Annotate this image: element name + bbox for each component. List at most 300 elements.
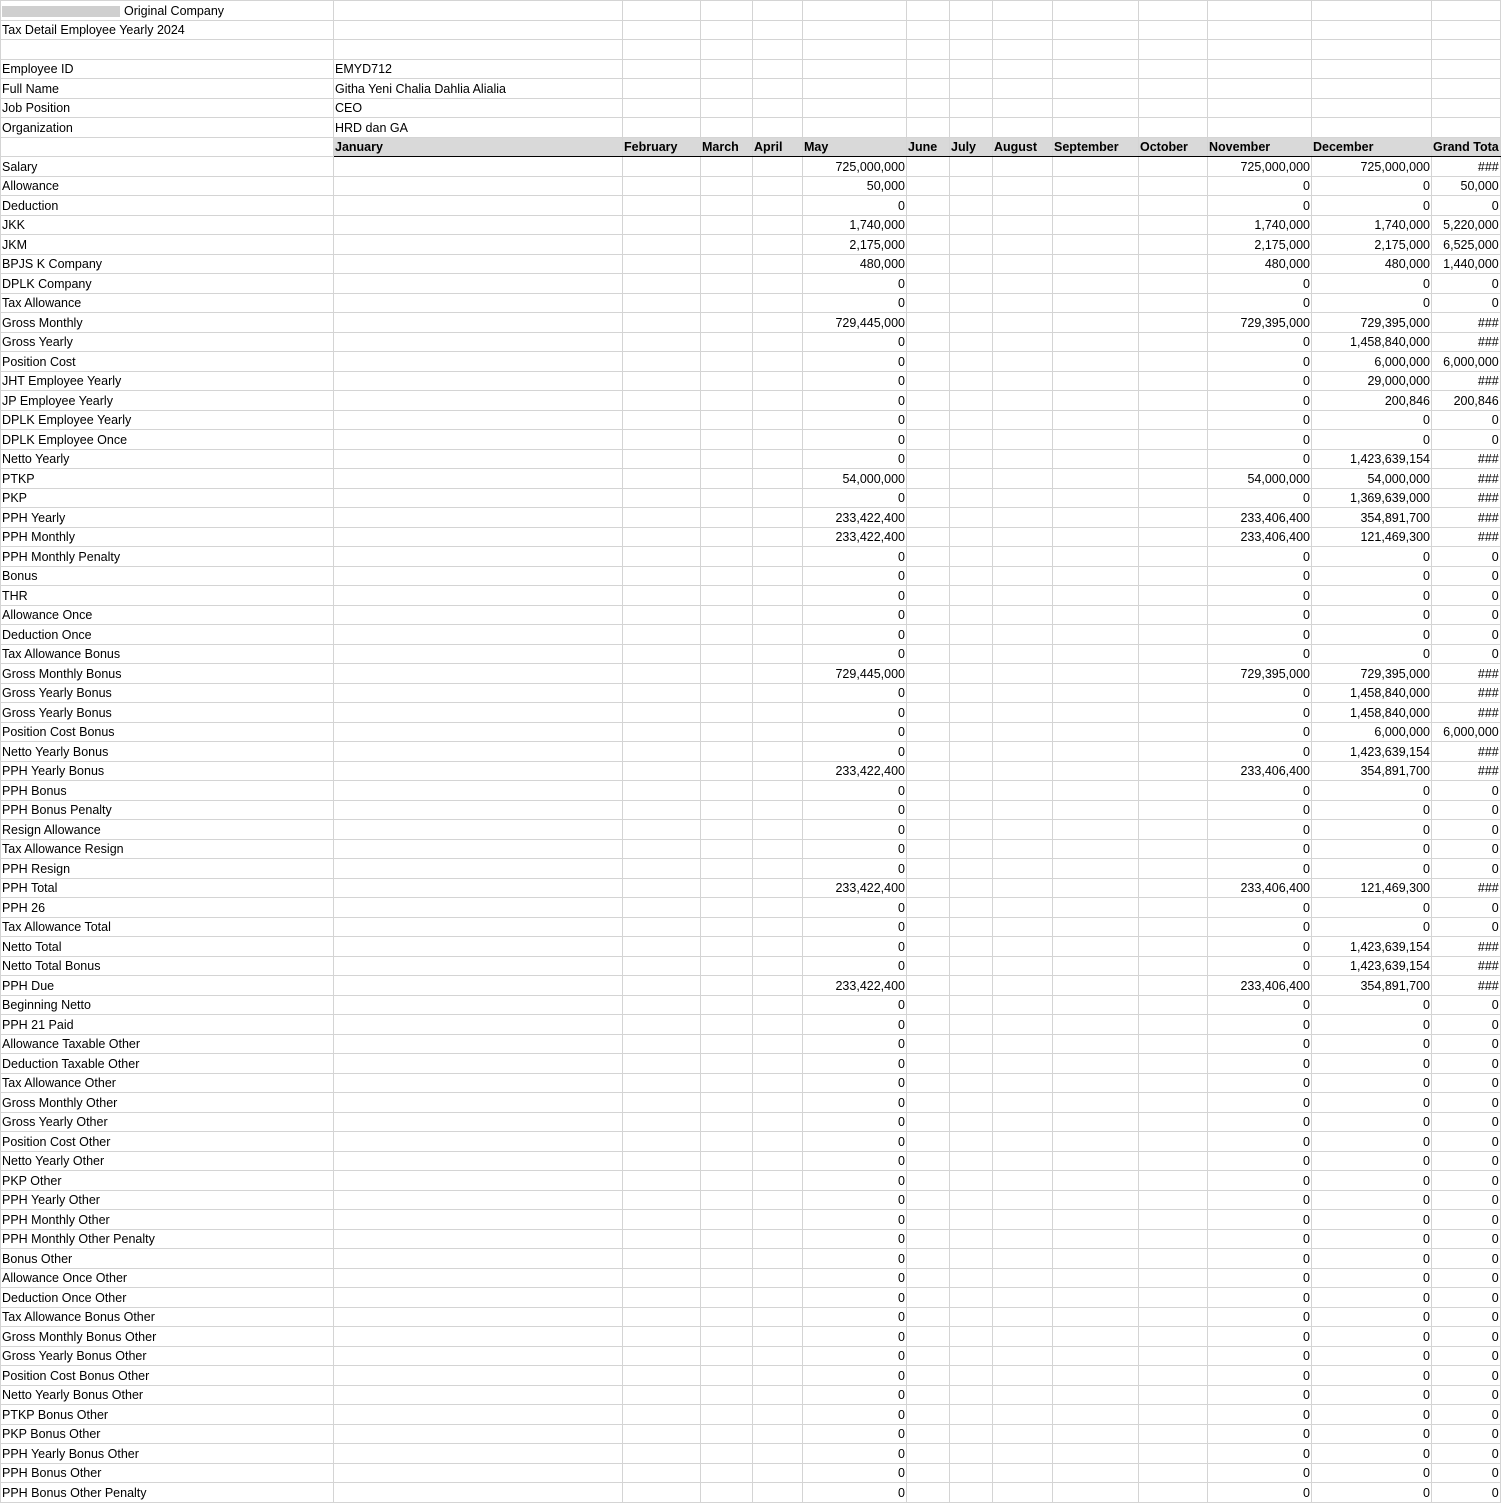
empty-cell[interactable]: [753, 1424, 803, 1444]
empty-cell[interactable]: [950, 1483, 993, 1503]
empty-cell[interactable]: [1208, 1, 1312, 21]
row-label[interactable]: Gross Yearly Bonus: [1, 683, 334, 703]
empty-cell[interactable]: [907, 332, 950, 352]
december-value[interactable]: 0: [1312, 1385, 1432, 1405]
empty-cell[interactable]: [1053, 1073, 1139, 1093]
november-value[interactable]: 0: [1208, 1366, 1312, 1386]
row-label[interactable]: Gross Yearly Other: [1, 1112, 334, 1132]
empty-cell[interactable]: [1139, 98, 1208, 118]
empty-cell[interactable]: [1053, 703, 1139, 723]
empty-cell[interactable]: [907, 1190, 950, 1210]
empty-cell[interactable]: [950, 98, 993, 118]
empty-cell[interactable]: [993, 1268, 1053, 1288]
empty-cell[interactable]: [907, 683, 950, 703]
empty-cell[interactable]: [701, 742, 753, 762]
empty-cell[interactable]: [993, 995, 1053, 1015]
month-header-december[interactable]: December: [1312, 137, 1432, 157]
empty-cell[interactable]: [753, 859, 803, 879]
empty-cell[interactable]: [950, 1346, 993, 1366]
may-value[interactable]: 233,422,400: [803, 508, 907, 528]
november-value[interactable]: 0: [1208, 352, 1312, 372]
empty-cell[interactable]: [1139, 40, 1208, 60]
empty-cell[interactable]: [623, 118, 701, 138]
december-value[interactable]: 0: [1312, 1483, 1432, 1503]
empty-cell[interactable]: [907, 917, 950, 937]
empty-cell[interactable]: [907, 1132, 950, 1152]
empty-cell[interactable]: [1053, 898, 1139, 918]
empty-cell[interactable]: [701, 508, 753, 528]
empty-cell[interactable]: [1053, 1132, 1139, 1152]
empty-cell[interactable]: [1139, 410, 1208, 430]
row-label[interactable]: Netto Yearly Bonus Other: [1, 1385, 334, 1405]
empty-cell[interactable]: [907, 644, 950, 664]
empty-cell[interactable]: [907, 157, 950, 177]
empty-cell[interactable]: [623, 79, 701, 99]
empty-cell[interactable]: [334, 274, 623, 294]
empty-cell[interactable]: [1139, 1171, 1208, 1191]
empty-cell[interactable]: [950, 664, 993, 684]
grand-total-value[interactable]: ###: [1432, 527, 1501, 547]
may-value[interactable]: 0: [803, 371, 907, 391]
november-value[interactable]: 0: [1208, 625, 1312, 645]
empty-cell[interactable]: [993, 1171, 1053, 1191]
empty-cell[interactable]: [623, 1034, 701, 1054]
empty-cell[interactable]: [623, 1327, 701, 1347]
empty-cell[interactable]: [1053, 683, 1139, 703]
empty-cell[interactable]: [623, 59, 701, 79]
empty-cell[interactable]: [623, 605, 701, 625]
november-value[interactable]: 0: [1208, 1093, 1312, 1113]
empty-cell[interactable]: [701, 235, 753, 255]
empty-cell[interactable]: [993, 1210, 1053, 1230]
empty-cell[interactable]: [623, 1093, 701, 1113]
empty-cell[interactable]: [1139, 527, 1208, 547]
empty-cell[interactable]: [950, 215, 993, 235]
november-value[interactable]: 0: [1208, 1210, 1312, 1230]
empty-cell[interactable]: [753, 1054, 803, 1074]
empty-cell[interactable]: [701, 1268, 753, 1288]
empty-cell[interactable]: [1139, 586, 1208, 606]
empty-cell[interactable]: [753, 644, 803, 664]
empty-cell[interactable]: [907, 976, 950, 996]
empty-cell[interactable]: [1139, 742, 1208, 762]
empty-cell[interactable]: [753, 937, 803, 957]
may-value[interactable]: 0: [803, 274, 907, 294]
empty-cell[interactable]: [334, 313, 623, 333]
empty-cell[interactable]: [950, 527, 993, 547]
november-value[interactable]: 0: [1208, 683, 1312, 703]
december-value[interactable]: 121,469,300: [1312, 878, 1432, 898]
empty-cell[interactable]: [701, 1171, 753, 1191]
row-label[interactable]: THR: [1, 586, 334, 606]
empty-cell[interactable]: [334, 430, 623, 450]
november-value[interactable]: 0: [1208, 800, 1312, 820]
empty-cell[interactable]: [1139, 235, 1208, 255]
empty-cell[interactable]: [753, 488, 803, 508]
may-value[interactable]: 0: [803, 352, 907, 372]
empty-cell[interactable]: [950, 800, 993, 820]
grand-total-value[interactable]: 0: [1432, 839, 1501, 859]
november-value[interactable]: 0: [1208, 1171, 1312, 1191]
may-value[interactable]: 0: [803, 605, 907, 625]
empty-cell[interactable]: [334, 1073, 623, 1093]
empty-cell[interactable]: [907, 898, 950, 918]
empty-cell[interactable]: [701, 1054, 753, 1074]
empty-cell[interactable]: [950, 1, 993, 21]
empty-cell[interactable]: [993, 410, 1053, 430]
empty-cell[interactable]: [623, 215, 701, 235]
empty-cell[interactable]: [334, 976, 623, 996]
november-value[interactable]: 0: [1208, 274, 1312, 294]
grand-total-value[interactable]: 0: [1432, 547, 1501, 567]
empty-cell[interactable]: [753, 1327, 803, 1347]
empty-cell[interactable]: [1312, 40, 1432, 60]
empty-cell[interactable]: [1139, 157, 1208, 177]
empty-cell[interactable]: [334, 820, 623, 840]
empty-cell[interactable]: [1139, 1307, 1208, 1327]
empty-cell[interactable]: [623, 1054, 701, 1074]
empty-cell[interactable]: [950, 742, 993, 762]
info-value[interactable]: Githa Yeni Chalia Dahlia Alialia: [334, 79, 623, 99]
info-label[interactable]: Organization: [1, 118, 334, 138]
grand-total-value[interactable]: 6,525,000: [1432, 235, 1501, 255]
may-value[interactable]: 0: [803, 1327, 907, 1347]
november-value[interactable]: 0: [1208, 1307, 1312, 1327]
empty-cell[interactable]: [334, 1132, 623, 1152]
empty-cell[interactable]: [1139, 196, 1208, 216]
grand-total-value[interactable]: 0: [1432, 1385, 1501, 1405]
december-value[interactable]: 354,891,700: [1312, 508, 1432, 528]
empty-cell[interactable]: [1432, 98, 1501, 118]
row-label[interactable]: Gross Monthly: [1, 313, 334, 333]
row-label[interactable]: Salary: [1, 157, 334, 177]
empty-cell[interactable]: [993, 79, 1053, 99]
empty-cell[interactable]: [907, 1463, 950, 1483]
november-value[interactable]: 0: [1208, 1073, 1312, 1093]
december-value[interactable]: 0: [1312, 625, 1432, 645]
empty-cell[interactable]: [753, 40, 803, 60]
empty-cell[interactable]: [803, 59, 907, 79]
november-value[interactable]: 0: [1208, 1112, 1312, 1132]
december-value[interactable]: 0: [1312, 196, 1432, 216]
december-value[interactable]: 0: [1312, 1034, 1432, 1054]
row-label[interactable]: Netto Yearly Other: [1, 1151, 334, 1171]
row-label[interactable]: Gross Monthly Bonus: [1, 664, 334, 684]
empty-cell[interactable]: [1139, 1054, 1208, 1074]
empty-cell[interactable]: [950, 20, 993, 40]
december-value[interactable]: 1,458,840,000: [1312, 683, 1432, 703]
empty-cell[interactable]: [623, 1307, 701, 1327]
empty-cell[interactable]: [334, 1171, 623, 1191]
empty-cell[interactable]: [701, 1424, 753, 1444]
november-value[interactable]: 0: [1208, 449, 1312, 469]
empty-cell[interactable]: [993, 1034, 1053, 1054]
empty-cell[interactable]: [1139, 391, 1208, 411]
empty-cell[interactable]: [1053, 781, 1139, 801]
empty-cell[interactable]: [1139, 1327, 1208, 1347]
empty-cell[interactable]: [701, 1327, 753, 1347]
november-value[interactable]: 0: [1208, 1132, 1312, 1152]
empty-cell[interactable]: [753, 1190, 803, 1210]
empty-cell[interactable]: [993, 547, 1053, 567]
november-value[interactable]: 0: [1208, 430, 1312, 450]
empty-cell[interactable]: [701, 1034, 753, 1054]
empty-cell[interactable]: [623, 1229, 701, 1249]
empty-cell[interactable]: [753, 1385, 803, 1405]
empty-cell[interactable]: [701, 1346, 753, 1366]
empty-cell[interactable]: [701, 956, 753, 976]
empty-cell[interactable]: [950, 1190, 993, 1210]
row-label[interactable]: Resign Allowance: [1, 820, 334, 840]
grand-total-value[interactable]: 0: [1432, 410, 1501, 430]
empty-cell[interactable]: [701, 1229, 753, 1249]
empty-cell[interactable]: [753, 917, 803, 937]
row-label[interactable]: Position Cost Bonus: [1, 722, 334, 742]
december-value[interactable]: 121,469,300: [1312, 527, 1432, 547]
empty-cell[interactable]: [701, 625, 753, 645]
empty-cell[interactable]: [1208, 79, 1312, 99]
empty-cell[interactable]: [907, 274, 950, 294]
empty-cell[interactable]: [907, 1093, 950, 1113]
may-value[interactable]: 0: [803, 547, 907, 567]
empty-cell[interactable]: [950, 1249, 993, 1269]
empty-cell[interactable]: [993, 1073, 1053, 1093]
empty-cell[interactable]: [753, 1249, 803, 1269]
empty-cell[interactable]: [1139, 254, 1208, 274]
empty-cell[interactable]: [334, 527, 623, 547]
empty-cell[interactable]: [753, 898, 803, 918]
december-value[interactable]: 1,423,639,154: [1312, 742, 1432, 762]
december-value[interactable]: 0: [1312, 1424, 1432, 1444]
empty-cell[interactable]: [950, 1268, 993, 1288]
empty-cell[interactable]: [907, 508, 950, 528]
may-value[interactable]: 0: [803, 839, 907, 859]
empty-cell[interactable]: [1139, 547, 1208, 567]
november-value[interactable]: 233,406,400: [1208, 976, 1312, 996]
empty-cell[interactable]: [950, 79, 993, 99]
empty-cell[interactable]: [701, 566, 753, 586]
empty-cell[interactable]: [701, 722, 753, 742]
empty-cell[interactable]: [623, 1210, 701, 1230]
december-value[interactable]: 729,395,000: [1312, 664, 1432, 684]
empty-cell[interactable]: [623, 508, 701, 528]
empty-cell[interactable]: [623, 839, 701, 859]
empty-cell[interactable]: [907, 742, 950, 762]
empty-cell[interactable]: [1139, 1268, 1208, 1288]
may-value[interactable]: 0: [803, 956, 907, 976]
december-value[interactable]: 0: [1312, 1463, 1432, 1483]
empty-cell[interactable]: [701, 664, 753, 684]
empty-cell[interactable]: [623, 1463, 701, 1483]
empty-cell[interactable]: [334, 1327, 623, 1347]
empty-cell[interactable]: [950, 1288, 993, 1308]
empty-cell[interactable]: [993, 1366, 1053, 1386]
empty-cell[interactable]: [1053, 1307, 1139, 1327]
empty-cell[interactable]: [950, 1366, 993, 1386]
empty-cell[interactable]: [623, 1444, 701, 1464]
empty-cell[interactable]: [907, 79, 950, 99]
empty-cell[interactable]: [993, 1151, 1053, 1171]
may-value[interactable]: 0: [803, 488, 907, 508]
empty-cell[interactable]: [907, 1112, 950, 1132]
empty-cell[interactable]: [1053, 410, 1139, 430]
empty-cell[interactable]: [1139, 469, 1208, 489]
grand-total-value[interactable]: 0: [1432, 1093, 1501, 1113]
empty-cell[interactable]: [907, 527, 950, 547]
empty-cell[interactable]: [1053, 976, 1139, 996]
december-value[interactable]: 0: [1312, 1132, 1432, 1152]
empty-cell[interactable]: [701, 1190, 753, 1210]
empty-cell[interactable]: [334, 1346, 623, 1366]
grand-total-value[interactable]: ###: [1432, 956, 1501, 976]
empty-cell[interactable]: [993, 371, 1053, 391]
empty-cell[interactable]: [701, 391, 753, 411]
empty-cell[interactable]: [1208, 98, 1312, 118]
empty-cell[interactable]: [334, 586, 623, 606]
empty-cell[interactable]: [701, 1463, 753, 1483]
empty-cell[interactable]: [993, 1054, 1053, 1074]
empty-cell[interactable]: [701, 781, 753, 801]
empty-cell[interactable]: [334, 1463, 623, 1483]
empty-cell[interactable]: [950, 313, 993, 333]
empty-cell[interactable]: [334, 332, 623, 352]
empty-cell[interactable]: [1053, 118, 1139, 138]
empty-cell[interactable]: [334, 1424, 623, 1444]
empty-cell[interactable]: [753, 1366, 803, 1386]
grand-total-value[interactable]: 0: [1432, 898, 1501, 918]
empty-cell[interactable]: [334, 1444, 623, 1464]
empty-cell[interactable]: [1053, 98, 1139, 118]
may-value[interactable]: 0: [803, 1190, 907, 1210]
december-value[interactable]: 0: [1312, 430, 1432, 450]
empty-cell[interactable]: [334, 1015, 623, 1035]
empty-cell[interactable]: [334, 761, 623, 781]
empty-cell[interactable]: [623, 1171, 701, 1191]
empty-cell[interactable]: [993, 1307, 1053, 1327]
empty-cell[interactable]: [623, 1015, 701, 1035]
december-value[interactable]: 0: [1312, 566, 1432, 586]
empty-cell[interactable]: [1053, 332, 1139, 352]
november-value[interactable]: 729,395,000: [1208, 664, 1312, 684]
empty-cell[interactable]: [1139, 683, 1208, 703]
month-header-november[interactable]: November: [1208, 137, 1312, 157]
empty-cell[interactable]: [334, 176, 623, 196]
month-header-august[interactable]: August: [993, 137, 1053, 157]
grand-total-value[interactable]: ###: [1432, 703, 1501, 723]
empty-cell[interactable]: [334, 1268, 623, 1288]
empty-cell[interactable]: [623, 703, 701, 723]
empty-cell[interactable]: [1139, 1483, 1208, 1503]
empty-cell[interactable]: [623, 859, 701, 879]
empty-cell[interactable]: [1139, 20, 1208, 40]
empty-cell[interactable]: [623, 820, 701, 840]
empty-cell[interactable]: [907, 352, 950, 372]
empty-cell[interactable]: [623, 40, 701, 60]
empty-cell[interactable]: [950, 118, 993, 138]
row-label[interactable]: Beginning Netto: [1, 995, 334, 1015]
grand-total-value[interactable]: 0: [1432, 820, 1501, 840]
empty-cell[interactable]: [1053, 1210, 1139, 1230]
empty-cell[interactable]: [334, 1229, 623, 1249]
empty-cell[interactable]: [1053, 157, 1139, 177]
grand-total-value[interactable]: 0: [1432, 1210, 1501, 1230]
grand-total-value[interactable]: 0: [1432, 1151, 1501, 1171]
row-label[interactable]: PPH Yearly Other: [1, 1190, 334, 1210]
empty-cell[interactable]: [1053, 1424, 1139, 1444]
empty-cell[interactable]: [1432, 20, 1501, 40]
november-value[interactable]: 0: [1208, 956, 1312, 976]
empty-cell[interactable]: [1139, 332, 1208, 352]
header-blank[interactable]: [1, 137, 334, 157]
grand-total-value[interactable]: ###: [1432, 683, 1501, 703]
december-value[interactable]: 725,000,000: [1312, 157, 1432, 177]
empty-cell[interactable]: [993, 1132, 1053, 1152]
empty-cell[interactable]: [1053, 878, 1139, 898]
empty-cell[interactable]: [993, 1249, 1053, 1269]
empty-cell[interactable]: [950, 820, 993, 840]
november-value[interactable]: 0: [1208, 917, 1312, 937]
empty-cell[interactable]: [334, 683, 623, 703]
empty-cell[interactable]: [1432, 79, 1501, 99]
empty-cell[interactable]: [993, 157, 1053, 177]
empty-cell[interactable]: [950, 176, 993, 196]
month-header-grand-tota[interactable]: Grand Tota: [1432, 137, 1501, 157]
november-value[interactable]: 0: [1208, 898, 1312, 918]
empty-cell[interactable]: [1139, 79, 1208, 99]
empty-cell[interactable]: [334, 839, 623, 859]
empty-cell[interactable]: [334, 644, 623, 664]
empty-cell[interactable]: [623, 488, 701, 508]
grand-total-value[interactable]: 0: [1432, 605, 1501, 625]
empty-cell[interactable]: [623, 449, 701, 469]
empty-cell[interactable]: [907, 1, 950, 21]
empty-cell[interactable]: [993, 566, 1053, 586]
empty-cell[interactable]: [334, 1405, 623, 1425]
empty-cell[interactable]: [950, 410, 993, 430]
row-label[interactable]: Tax Allowance Bonus: [1, 644, 334, 664]
empty-cell[interactable]: [623, 644, 701, 664]
may-value[interactable]: 0: [803, 586, 907, 606]
empty-cell[interactable]: [753, 20, 803, 40]
empty-cell[interactable]: [907, 118, 950, 138]
empty-cell[interactable]: [753, 215, 803, 235]
empty-cell[interactable]: [1053, 566, 1139, 586]
november-value[interactable]: 0: [1208, 1015, 1312, 1035]
info-value[interactable]: HRD dan GA: [334, 118, 623, 138]
empty-cell[interactable]: [623, 1190, 701, 1210]
empty-cell[interactable]: [950, 1171, 993, 1191]
empty-cell[interactable]: [1053, 917, 1139, 937]
december-value[interactable]: 0: [1312, 1288, 1432, 1308]
grand-total-value[interactable]: 6,000,000: [1432, 722, 1501, 742]
empty-cell[interactable]: [1432, 59, 1501, 79]
empty-cell[interactable]: [701, 293, 753, 313]
row-label[interactable]: Deduction Once Other: [1, 1288, 334, 1308]
may-value[interactable]: 0: [803, 898, 907, 918]
november-value[interactable]: 0: [1208, 1483, 1312, 1503]
month-header-april[interactable]: April: [753, 137, 803, 157]
empty-cell[interactable]: [623, 371, 701, 391]
may-value[interactable]: 0: [803, 1229, 907, 1249]
grand-total-value[interactable]: 0: [1432, 430, 1501, 450]
empty-cell[interactable]: [753, 527, 803, 547]
grand-total-value[interactable]: 5,220,000: [1432, 215, 1501, 235]
empty-cell[interactable]: [701, 937, 753, 957]
empty-cell[interactable]: [701, 898, 753, 918]
row-label[interactable]: Deduction Once: [1, 625, 334, 645]
november-value[interactable]: 0: [1208, 839, 1312, 859]
empty-cell[interactable]: [701, 215, 753, 235]
